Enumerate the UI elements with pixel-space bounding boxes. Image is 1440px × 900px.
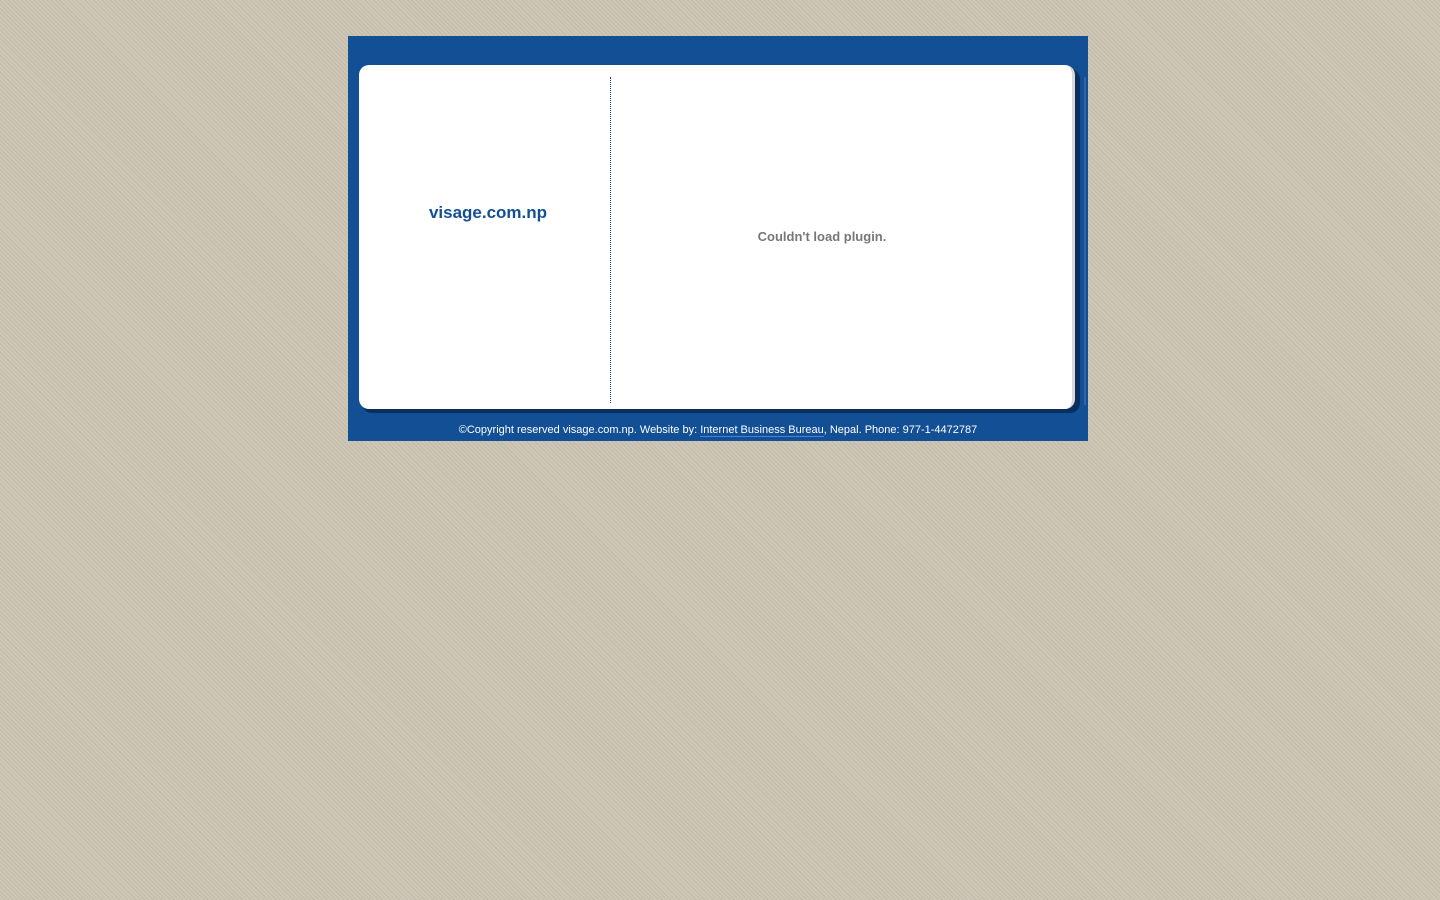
content-card <box>359 65 1075 409</box>
plugin-error-message: Couldn't load plugin. <box>757 229 887 244</box>
developer-link[interactable]: Internet Business Bureau <box>700 424 824 436</box>
plugin-pane[interactable] <box>611 77 1071 403</box>
footer <box>348 424 1088 436</box>
contact-text: , Nepal. Phone: 977-1-4472787 <box>823 424 978 436</box>
frame-accent-strip <box>1084 77 1086 405</box>
copyright-text: ©Copyright reserved visage.com.np. Website by: <box>458 424 701 436</box>
page-frame <box>348 36 1088 441</box>
site-name-heading: visage.com.np <box>428 203 548 222</box>
logo-pane <box>359 77 611 403</box>
